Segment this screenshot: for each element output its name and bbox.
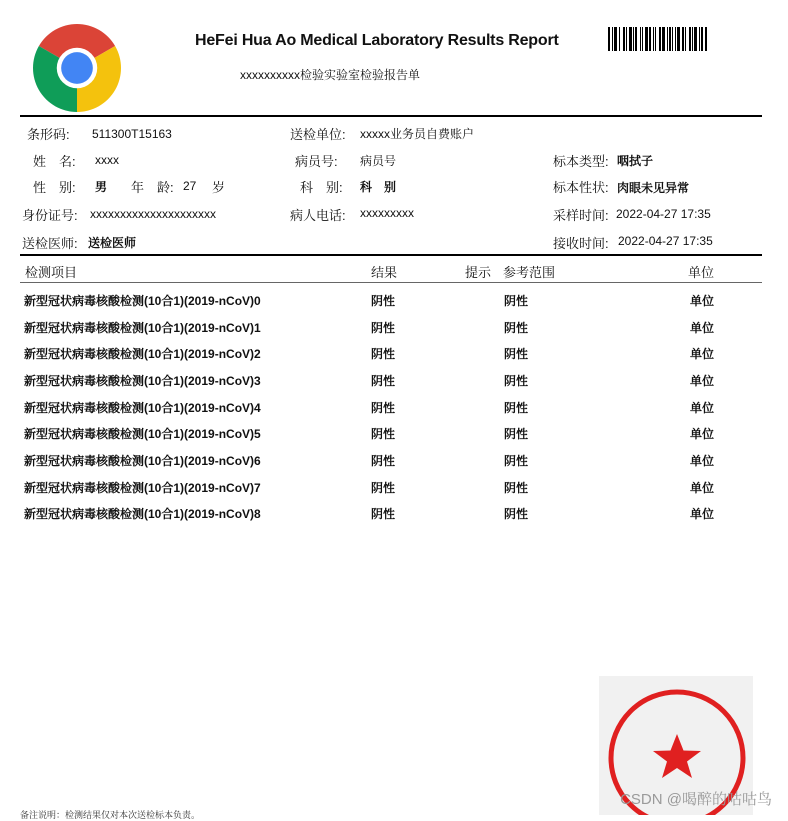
- sample-type-value: 咽拭子: [617, 154, 654, 168]
- row-item: 新型冠状病毒核酸检测(10合1)(2019-nCoV)0: [24, 294, 261, 308]
- phone-label: 病人电话:: [290, 208, 346, 223]
- report-title: HeFei Hua Ao Medical Laboratory Results Report: [195, 32, 559, 49]
- unit-value: xxxxx业务员自费账户: [360, 127, 475, 141]
- row-item: 新型冠状病毒核酸检测(10合1)(2019-nCoV)5: [24, 427, 261, 441]
- receive-time-label: 接收时间:: [553, 236, 609, 251]
- chrome-logo-icon: [33, 24, 121, 112]
- row-result: 阴性: [371, 294, 396, 308]
- name-label: 姓 名:: [33, 154, 76, 169]
- barcode-icon: [608, 27, 722, 51]
- table-row: [0, 345, 788, 369]
- patient-no-label: 病员号:: [295, 154, 338, 169]
- row-range: 阴性: [504, 321, 529, 335]
- report-subtitle: xxxxxxxxxx检验实验室检验报告单: [240, 68, 421, 82]
- row-range: 阴性: [504, 374, 529, 388]
- row-unit: 单位: [690, 427, 715, 441]
- sample-time-label: 采样时间:: [553, 208, 609, 223]
- row-result: 阴性: [371, 507, 396, 521]
- table-row: [0, 505, 788, 529]
- row-unit: 单位: [690, 401, 715, 415]
- col-header-item: 检测项目: [25, 265, 78, 280]
- info-divider: [20, 254, 762, 256]
- table-header-divider: [20, 282, 762, 283]
- gender-label: 性 别:: [33, 180, 76, 195]
- row-item: 新型冠状病毒核酸检测(10合1)(2019-nCoV)7: [24, 481, 261, 495]
- patient-no-value: 病员号: [360, 154, 397, 168]
- age-label: 年 龄:: [131, 180, 174, 195]
- barcode-value: 511300T15163: [92, 127, 172, 141]
- age-value: 27: [183, 179, 197, 193]
- col-header-unit: 单位: [688, 265, 715, 280]
- row-unit: 单位: [690, 374, 715, 388]
- footnote-text: 备注说明：检测结果仅对本次送检标本负责。: [20, 810, 201, 820]
- dept-value: 科 别: [360, 180, 397, 194]
- doctor-value: 送检医师: [88, 236, 137, 250]
- row-result: 阴性: [371, 427, 396, 441]
- row-unit: 单位: [690, 481, 715, 495]
- row-item: 新型冠状病毒核酸检测(10合1)(2019-nCoV)8: [24, 507, 261, 521]
- row-result: 阴性: [371, 374, 396, 388]
- row-item: 新型冠状病毒核酸检测(10合1)(2019-nCoV)4: [24, 401, 261, 415]
- id-value: xxxxxxxxxxxxxxxxxxxxx: [90, 207, 216, 221]
- table-row: [0, 399, 788, 423]
- col-header-range: 参考范围: [503, 265, 556, 280]
- table-row: [0, 452, 788, 476]
- row-result: 阴性: [371, 401, 396, 415]
- row-range: 阴性: [504, 507, 529, 521]
- receive-time-value: 2022-04-27 17:35: [618, 234, 713, 248]
- row-unit: 单位: [690, 454, 715, 468]
- sample-state-value: 肉眼未见异常: [617, 181, 690, 195]
- row-result: 阴性: [371, 347, 396, 361]
- row-range: 阴性: [504, 347, 529, 361]
- barcode-label: 条形码:: [27, 127, 70, 142]
- sample-time-value: 2022-04-27 17:35: [616, 207, 711, 221]
- table-row: [0, 292, 788, 316]
- row-result: 阴性: [371, 454, 396, 468]
- header-divider: [20, 115, 762, 117]
- table-row: [0, 425, 788, 449]
- id-label: 身份证号:: [22, 208, 78, 223]
- row-unit: 单位: [690, 347, 715, 361]
- row-item: 新型冠状病毒核酸检测(10合1)(2019-nCoV)3: [24, 374, 261, 388]
- doctor-label: 送检医师:: [22, 236, 78, 251]
- table-row: [0, 372, 788, 396]
- row-result: 阴性: [371, 481, 396, 495]
- row-unit: 单位: [690, 294, 715, 308]
- row-range: 阴性: [504, 427, 529, 441]
- sample-type-label: 标本类型:: [553, 154, 609, 169]
- col-header-result: 结果: [371, 265, 398, 280]
- row-unit: 单位: [690, 507, 715, 521]
- row-range: 阴性: [504, 454, 529, 468]
- row-item: 新型冠状病毒核酸检测(10合1)(2019-nCoV)2: [24, 347, 261, 361]
- row-range: 阴性: [504, 401, 529, 415]
- table-row: [0, 479, 788, 503]
- table-row: [0, 319, 788, 343]
- col-header-hint: 提示: [465, 265, 492, 280]
- unit-label: 送检单位:: [290, 127, 346, 142]
- row-result: 阴性: [371, 321, 396, 335]
- dept-label: 科 别:: [300, 180, 343, 195]
- row-range: 阴性: [504, 294, 529, 308]
- row-item: 新型冠状病毒核酸检测(10合1)(2019-nCoV)1: [24, 321, 261, 335]
- age-unit: 岁: [212, 180, 226, 195]
- watermark-text: CSDN @喝醉的咕咕鸟: [620, 791, 772, 808]
- sample-state-label: 标本性状:: [553, 180, 609, 195]
- phone-value: xxxxxxxxx: [360, 206, 414, 220]
- row-item: 新型冠状病毒核酸检测(10合1)(2019-nCoV)6: [24, 454, 261, 468]
- name-value: xxxx: [95, 153, 119, 167]
- row-unit: 单位: [690, 321, 715, 335]
- gender-value: 男: [95, 180, 108, 194]
- row-range: 阴性: [504, 481, 529, 495]
